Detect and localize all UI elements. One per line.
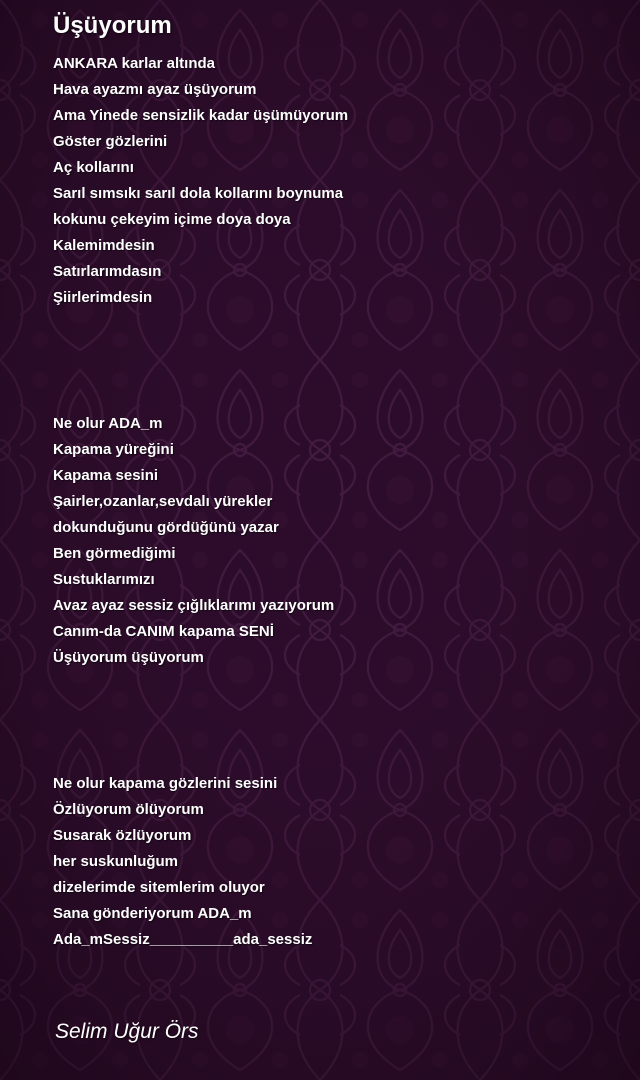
poem-stanza-3 (53, 771, 312, 953)
poem-line: Göster gözlerini (53, 133, 168, 150)
poem-line: Canım-da CANIM kapama SENİ (53, 623, 274, 640)
poem-line: kokunu çekeyim içime doya doya (53, 211, 291, 228)
poem-line: Susarak özlüyorum (53, 827, 192, 844)
poem-line: Kapama sesini (53, 467, 159, 484)
poem-line: Aç kollarını (53, 159, 134, 176)
poem-line: Üşüyorum üşüyorum (53, 649, 204, 666)
poem-line: Satırlarımdasın (53, 263, 162, 280)
poem-line: Kapama yüreğini (53, 441, 174, 458)
poem-line: her suskunluğum (53, 853, 179, 870)
poem-line: Ama Yinede sensizlik kadar üşümüyorum (53, 107, 349, 124)
poem-author: Selim Uğur Örs (55, 1020, 199, 1043)
poem-line: Ben görmediğimi (53, 545, 176, 562)
poem-line: Kalemimdesin (53, 237, 155, 254)
poem-line: Ne olur kapama gözlerini sesini (53, 775, 278, 792)
poem-line: Sustuklarımızı (53, 571, 155, 588)
poem-line: ANKARA karlar altında (53, 55, 215, 72)
poem-stanza-2 (53, 411, 334, 671)
poem-title: Üşüyorum (53, 12, 172, 39)
poem-line: Sarıl sımsıkı sarıl dola kollarını boynuma (53, 185, 344, 202)
poem-line: Ada_mSessiz__________ada_sessiz (53, 931, 313, 948)
poem-line: Avaz ayaz sessiz çığlıklarımı yazıyorum (53, 597, 335, 614)
poem-line: Hava ayazmı ayaz üşüyorum (53, 81, 257, 98)
poem-line: dizelerimde sitemlerim oluyor (53, 879, 265, 896)
poem-line: Şiirlerimdesin (53, 289, 153, 306)
poem-line: Şairler,ozanlar,sevdalı yürekler (53, 493, 273, 510)
poem-line: Özlüyorum ölüyorum (53, 801, 204, 818)
poem-line: dokunduğunu gördüğünü yazar (53, 519, 279, 536)
poem-line: Sana gönderiyorum ADA_m (53, 905, 252, 922)
poem-stanza-1 (53, 51, 348, 311)
poem-line: Ne olur ADA_m (53, 415, 163, 432)
